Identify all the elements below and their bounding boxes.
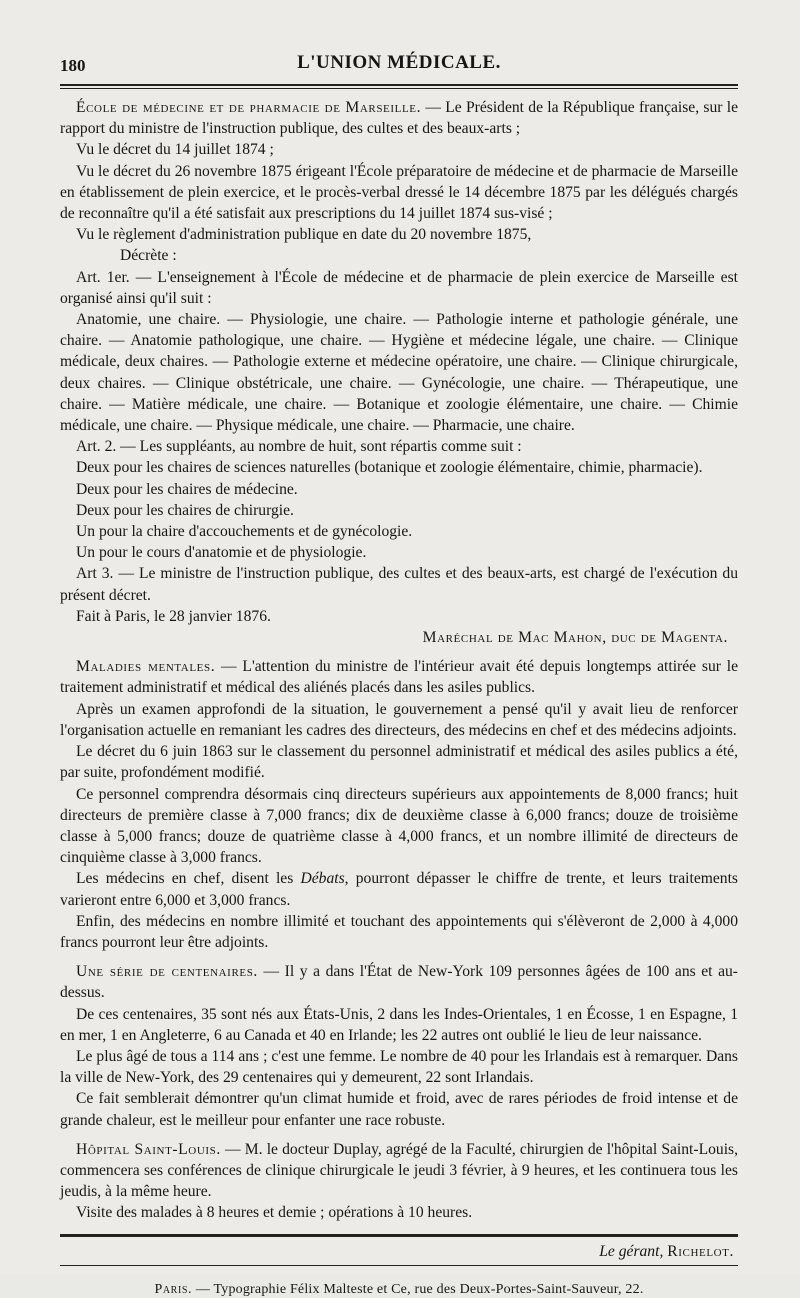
maladies-p5 (60, 868, 738, 910)
maladies-p4: Ce personnel comprendra désormais cinq directeurs supérieurs aux appointements de 8,000 francs; huit directeurs de première classe à 7,000 francs; dix de deuxième classe à 6,000 francs; douze de troisième classe à 5,000 francs; douze de quatrième classe à 4,000 francs, et un nombre illimité de directeurs de cinquième classe à 3,000 francs. (60, 785, 738, 867)
ecole-art-1: Art. 1er. — L'enseignement à l'École de médecine et de pharmacie de plein exercice de Marseille est organisé ainsi qu'il suit : (60, 268, 738, 307)
maladies-intro (60, 656, 738, 698)
maladies-p6: Enfin, des médecins en nombre illimité et touchant des appointements qui s'élèveront de 2,000 à 4,000 francs pourront leur être adjoints. (60, 912, 738, 951)
page-number: 180 (60, 56, 86, 75)
centenaires-p3: Le plus âgé de tous a 114 ans ; c'est une femme. Le nombre de 40 pour les Irlandais est à remarquer. Dans la ville de New-York, des 29 centenaires qui y demeurent, 22 sont Irlandais. (60, 1047, 738, 1087)
ecole-suppleants-4: Un pour la chaire d'accouchements et de gynécologie. (76, 523, 413, 541)
ecole-suppleants-3: Deux pour les chaires de chirurgie. (76, 501, 294, 519)
hopital-p2: Visite des malades à 8 heures et demie ; opérations à 10 heures. (76, 1204, 473, 1222)
article-body (60, 97, 738, 1224)
header-rule (60, 84, 738, 89)
ecole-suppleants-1: Deux pour les chaires de sciences naturelles (botanique et zoologie élémentaire, chimie, pharmacie). (76, 459, 703, 477)
running-header (60, 48, 738, 78)
maladies-p2: Après un examen approfondi de la situation, le gouvernement a pensé qu'il y avait lieu de renforcer l'organisation actuelle en remaniant les cadres des directeurs, des médecins en chef et des médecins adjoints. (60, 700, 738, 739)
maladies-p3: Le décret du 6 juin 1863 sur le classement du personnel administratif et médical des asiles publics a été, par suite, profondément modifié. (60, 743, 738, 782)
maladies-p5-debats: Débats (300, 870, 345, 888)
ecole-vu-2: Vu le décret du 26 novembre 1875 érigeant l'École préparatoire de médecine et de pharmacie de Marseille en établissement de plein exercice, et le procès-verbal dressé le 14 décembre 1875 par les délégués chargés de reconnaître qu'il a été satisfait aux prescriptions du 14 juillet 1874 sus-visé ; (60, 162, 738, 223)
ecole-heading: École de médecine et de pharmacie de Marseille. (76, 99, 422, 116)
ecole-art-2: Art. 2. — Les suppléants, au nombre de huit, sont répartis comme suit : (76, 438, 522, 456)
printer-imprint (60, 1282, 738, 1298)
ecole-decrete: Décrète : (120, 247, 177, 265)
ecole-suppleants-5: Un pour le cours d'anatomie et de physiologie. (76, 544, 367, 562)
ecole-intro (60, 97, 738, 139)
centenaires-heading: Une série de centenaires. (76, 963, 258, 981)
centenaires-p2: De ces centenaires, 35 sont nés aux États-Unis, 2 dans les Indes-Orientales, 1 en Écosse, 1 en Espagne, 1 en mer, 1 en Angleterre, 6 au Canada et 40 en Irlande; les 22 autres ont oublié le lieu de leur naissance. (60, 1005, 738, 1044)
ecole-signature: Maréchal de Mac Mahon, duc de Magenta. (422, 629, 728, 647)
gerant-label: Le gérant, (599, 1242, 664, 1260)
imprint-text: — Typographie Félix Malteste et Ce, rue des Deux-Portes-Saint-Sauveur, 22. (192, 1281, 644, 1297)
centenaires-intro-text: — Il y a dans l'État de New-York 109 personnes âgées de 100 ans et au-dessus. (60, 963, 738, 1002)
ecole-fait: Fait à Paris, le 28 janvier 1876. (76, 607, 271, 625)
gerant-name: Richelot. (667, 1242, 734, 1260)
hopital-intro-text: — M. le docteur Duplay, agrégé de la Faculté, chirurgien de l'hôpital Saint-Louis, commencera ses conférences de clinique chirurgicale le jeudi 3 février, à 9 heures, et les continuera tous les jeudis, à la même heure. (60, 1140, 738, 1201)
footer-rule-thin (60, 1265, 738, 1266)
gerant-signature (60, 1243, 738, 1261)
maladies-p5-a: Les médecins en chef, disent les (76, 870, 301, 888)
ecole-intro-text: — Le Président de la République française, sur le rapport du ministre de l'instruction publique, des cultes et des beaux-arts ; (60, 99, 738, 138)
maladies-p5-c: , pourront dépasser le chiffre de trente, et leurs traitements varieront entre 6,000 et 3,000 francs. (60, 870, 738, 909)
imprint-city: Paris. (154, 1281, 193, 1297)
ecole-suppleants-2: Deux pour les chaires de médecine. (76, 480, 298, 498)
maladies-heading: Maladies mentales. (76, 658, 216, 676)
ecole-vu-1: Vu le décret du 14 juillet 1874 ; (76, 141, 274, 159)
ecole-chaires: Anatomie, une chaire. — Physiologie, une chaire. — Pathologie interne et pathologie générale, une chaire. — Anatomie pathologique, une chaire. — Hygiène et médecine légale, une chaire. — Clinique médicale, deux chaires. — Pathologie externe et médecine opératoire, une chaire. — Clinique chirurgicale, deux chaires. — Clinique obstétricale, une chaire. — Gynécologie, une chaire. — Thérapeutique, une chaire. — Matière médicale, une chaire. — Botanique et zoologie élémentaire, une chaire. — Chimie médicale, une chaire. — Physique médicale, une chaire. — Pharmacie, une chaire. (60, 311, 738, 435)
hopital-intro (60, 1139, 738, 1203)
journal-title: L'UNION MÉDICALE. (297, 52, 501, 73)
footer-rule-thick (60, 1234, 738, 1237)
ecole-vu-3: Vu le règlement d'administration publique en date du 20 novembre 1875, (76, 226, 532, 244)
ecole-art-3: Art 3. — Le ministre de l'instruction publique, des cultes et des beaux-arts, est chargé de l'exécution du présent décret. (60, 565, 738, 604)
maladies-intro-text: — L'attention du ministre de l'intérieur avait été depuis longtemps attirée sur le traitement administratif et médical des aliénés placés dans les asiles publics. (60, 658, 739, 697)
centenaires-intro (60, 961, 738, 1003)
hopital-heading: Hôpital Saint-Louis. (76, 1140, 221, 1158)
centenaires-p4: Ce fait semblerait démontrer qu'un climat humide et froid, avec de rares périodes de froid intense et de grande chaleur, est le meilleur pour enfanter une race robuste. (60, 1090, 738, 1129)
